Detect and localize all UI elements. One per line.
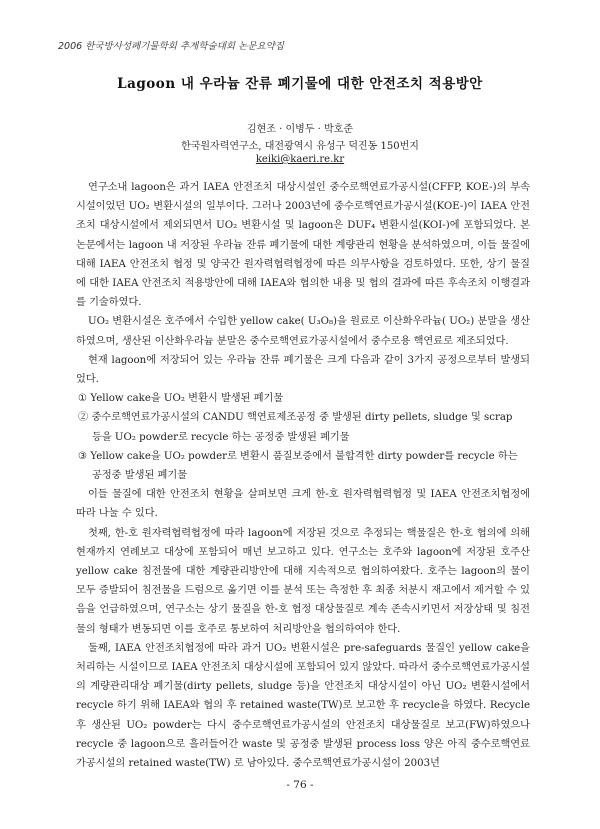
item-marker: ② — [78, 412, 89, 424]
list-item — [76, 408, 530, 446]
author-email[interactable]: keiki@kaeri.re.kr — [255, 154, 345, 165]
item-text: Yellow cake을 UO₂ powder로 변환시 품질보증에서 불합격한 dirty powder를 recycle 하는 — [90, 450, 518, 462]
paragraph-second: 둘째, IAEA 안전조치협정에 따라 과거 UO₂ 변환시설은 pre-safeguards 물질인 yellow cake을 처리하는 시설이므로 IAEA 안전조치 대상시설에 포함되어 있지 않았다. 따라서 중수로핵연료가공시설의 계량관리대상 폐기물(dirty pellets, sludge 등)을 안전조치 대상시설이 아닌 UO₂ 변환시설에서 recycle 하기 위해 IAEA와 협의 후 retained waste(TW)로 보고한 후 recycle을 하였다. Recycle 후 생산된 UO₂ powder는 다시 중수로핵연료가공시설의 안전조치 대상물질로 보고(FW)하였으나 recycle 중 lagoon으로 흘러들어간 waste 및 공정중 발생된 process loss 양은 아직 중수로핵연료가공시설의 retained waste(TW) 로 남아있다. 중수로핵연료가공시설이 2003년 — [76, 642, 530, 770]
paragraph-conversion: UO₂ 변환시설은 호주에서 수입한 yellow cake( U₃O₈)을 원료로 이산화우라늄( UO₂) 분말을 생산하였으며, 생산된 이산화우라늄 분말은 중수로핵연료가공시설에서 중수로용 핵연료로 제조되었다. — [76, 316, 530, 347]
item-marker: ① — [78, 393, 88, 405]
paper-title: Lagoon 내 우라늄 잔류 폐기물에 대한 안전조치 적용방안 — [117, 76, 483, 92]
author-list: 김현조 · 이병두 · 박호준 — [246, 124, 353, 135]
list-item — [76, 447, 530, 485]
paragraph-sources: 현재 lagoon에 저장되어 있는 우라늄 잔류 폐기물은 크게 다음과 같이 3가지 공정으로부터 발생되었다. — [76, 354, 530, 386]
affiliation: 한국원자력연구소, 대전광역시 유성구 덕진동 150번지 — [181, 141, 419, 152]
list-item — [76, 389, 530, 408]
paragraph-first: 첫째, 한-호 원자력협력협정에 따라 lagoon에 저장된 것으로 추정되는 핵물질은 한-호 협의에 의해 현재까지 연례보고 대상에 포함되어 매년 보고하고 있다. 연구소는 호주와 lagoon에 저장된 호주산 yellow cake 침전물에 대한 계량관리방안에 대해 지속적으로 협의하여왔다. 호주는 lagoon의 물이 모두 증발되어 침전물을 드럼으로 옮기면 이를 분석 또는 측정한 후 최종 처분시 재고에서 제거할 수 있음을 언급하였으며, 연구소는 상기 물질을 한-호 협정 대상물질로 계속 존속시키면서 저장상태 및 침전물의 형태가 변동되면 이를 호주로 통보하여 처리방안을 협의하여야 한다. — [76, 527, 530, 635]
item-text-continued: 공정중 발생된 폐기물 — [92, 470, 188, 482]
item-marker: ③ — [78, 450, 88, 462]
item-text-continued: 등을 UO₂ powder로 recycle 하는 공정중 발생된 폐기물 — [92, 431, 350, 443]
paragraph-status: 이들 물질에 대한 안전조치 현황을 살펴보면 크게 한-호 원자력협력협정 및 IAEA 안전조치협정에 따라 나눌 수 있다. — [76, 489, 530, 520]
paper-body — [76, 178, 530, 773]
item-text: 중수로핵연료가공시설의 CANDU 핵연료제조공정 중 발생된 dirty pellets, sludge 및 scrap — [91, 412, 513, 424]
paragraph-intro: 연구소내 lagoon은 과거 IAEA 안전조치 대상시설인 중수로핵연료가공시설(CFFP, KOE-)의 부속시설이었던 UO₂ 변환시설의 일부이다. 그러나 2003년에 중수로핵연료가공시설(KOE-)이 IAEA 안전조치 대상시설에서 제외되면서 UO₂ 변환시설 및 lagoon은 DUF₄ 변환시설(KOI-)에 포함되었다. 본 논문에서는 lagoon 내 저장된 우라늄 잔류 폐기물에 대한 계량관리 현황을 분석하였으며, 이들 물질에 대해 IAEA 안전조치 협정 및 양국간 원자력협력협정에 따른 의무사항을 검토하였다. 또한, 상기 물질에 대한 IAEA 안전조치 적용방안에 대해 IAEA와 협의한 내용 및 협의 결과에 따른 후속조치 이행결과를 기술하였다. — [76, 182, 530, 309]
page-number: - 76 - — [286, 779, 314, 791]
running-header: 2006 한국방사성폐기물학회 추계학술대회 논문요약집 — [58, 41, 284, 52]
item-text: Yellow cake을 UO₂ 변환시 발생된 폐기물 — [90, 393, 284, 405]
